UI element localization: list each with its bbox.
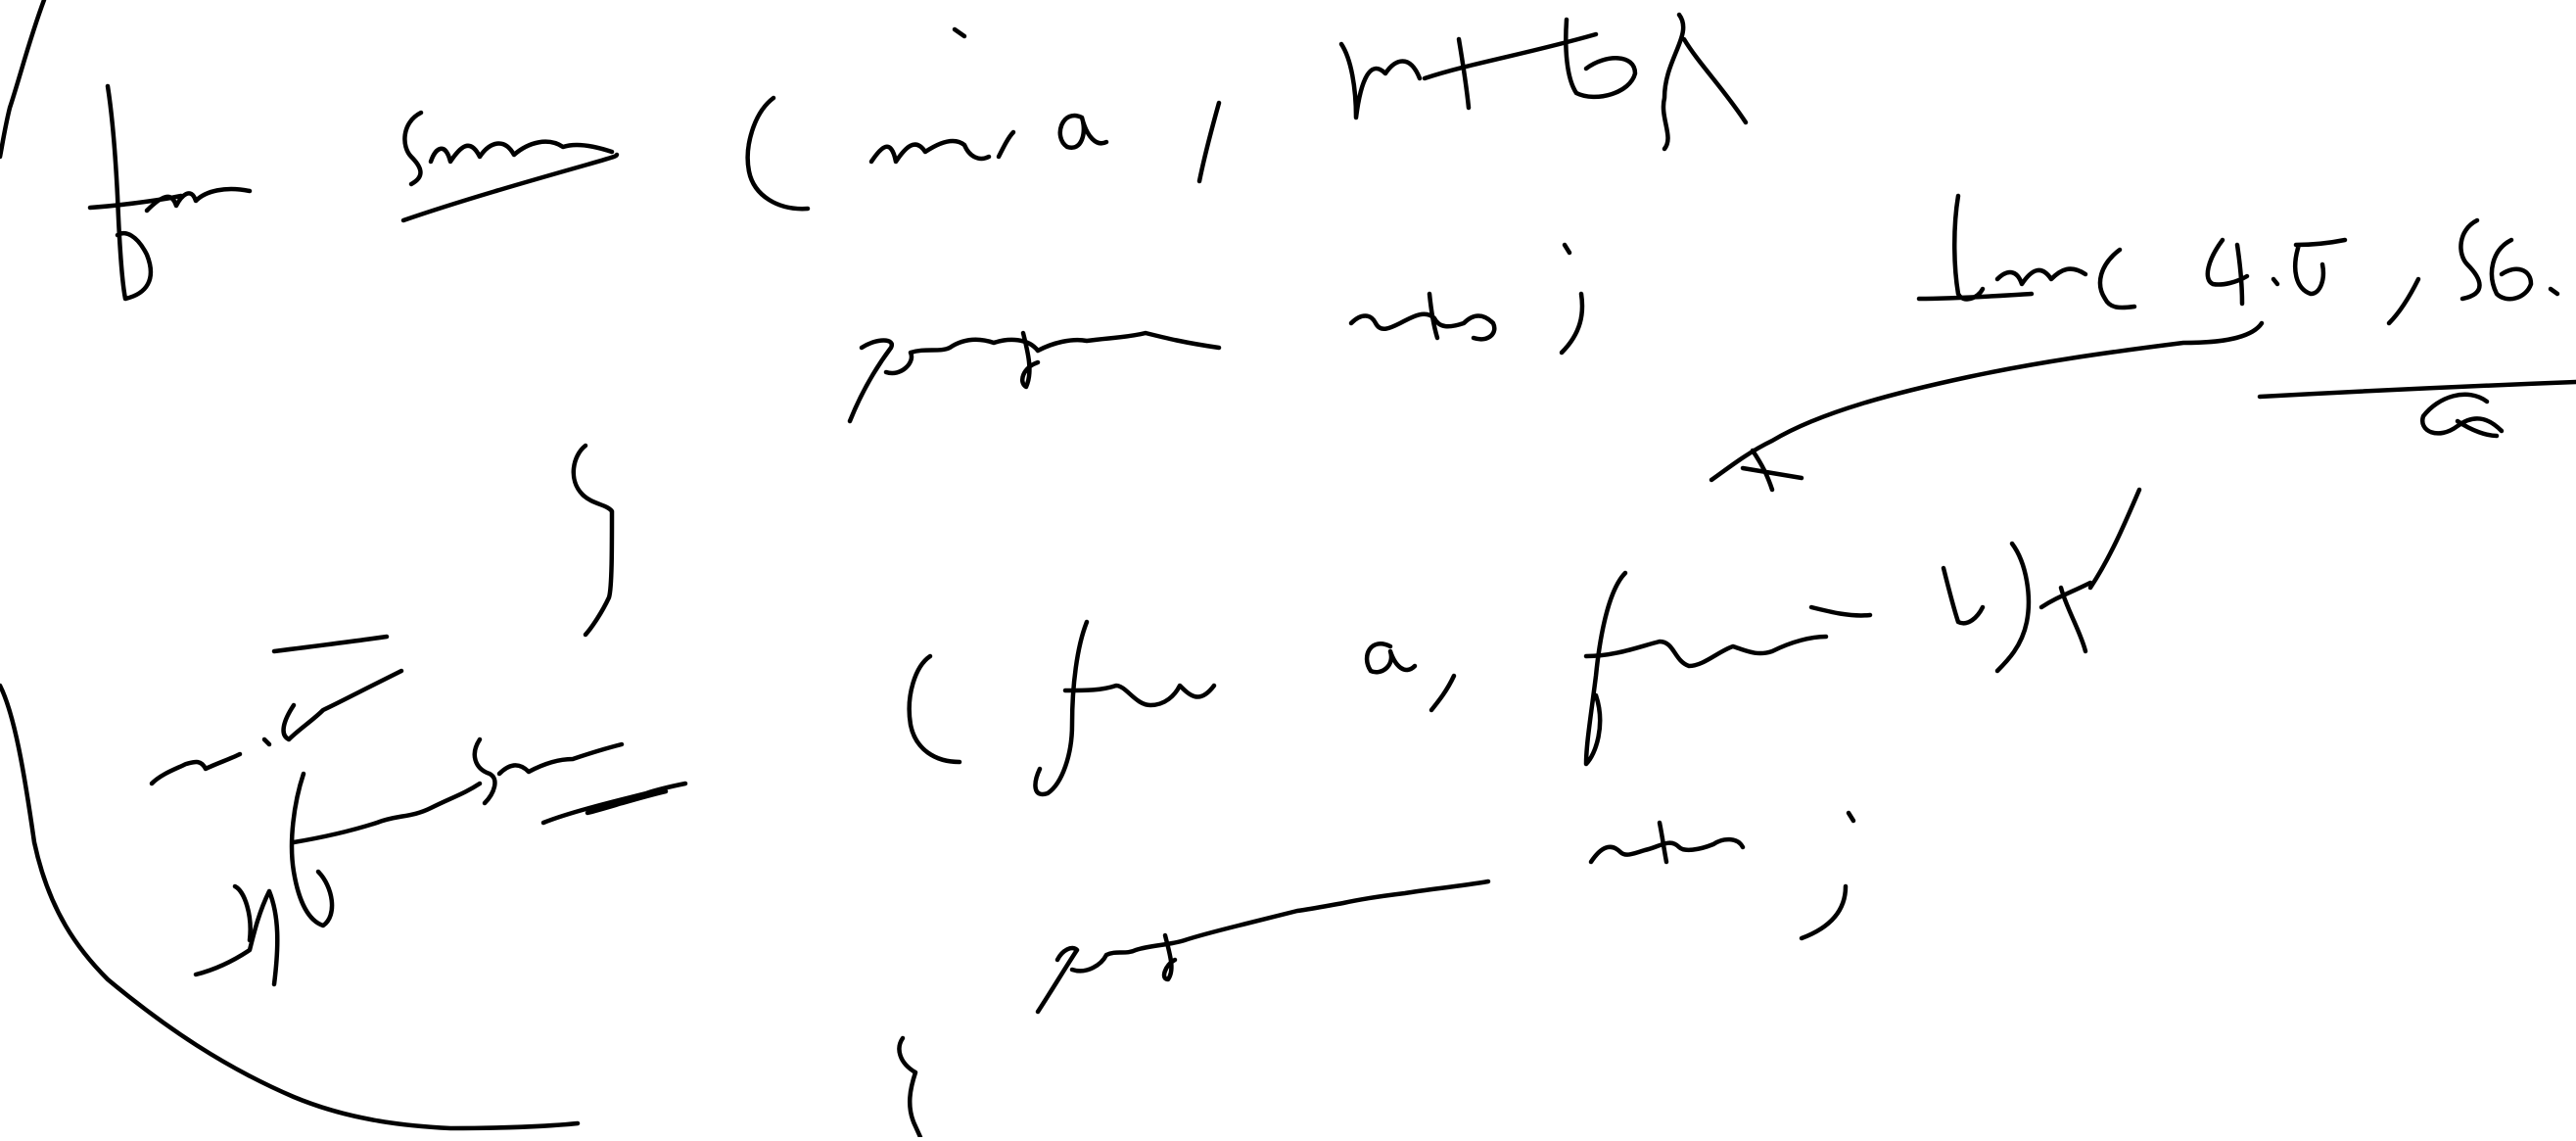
stroke-call-alpha bbox=[2422, 395, 2502, 436]
stroke-left-note-um bbox=[499, 744, 622, 774]
stroke-sum-um bbox=[431, 142, 612, 162]
stroke-left-note-line1 bbox=[152, 754, 240, 784]
stroke-call-underline bbox=[2260, 382, 2576, 397]
stroke-left-curve-bottom bbox=[0, 686, 578, 1128]
stroke-func-rest bbox=[147, 189, 250, 211]
stroke-call-5 bbox=[2295, 240, 2345, 294]
stroke-left-brace-top bbox=[0, 0, 44, 157]
stroke-return-1-t bbox=[1022, 333, 1038, 387]
stroke-call-um bbox=[1997, 269, 2085, 284]
stroke-close-brace-2 bbox=[899, 1038, 920, 1137]
stroke-float-1-f bbox=[1035, 622, 1087, 794]
stroke-int-a bbox=[871, 141, 989, 162]
stroke-int-b-t bbox=[1459, 39, 1469, 108]
stroke-float-2-rest bbox=[1586, 637, 1826, 666]
stroke-sum-s bbox=[404, 113, 421, 184]
stroke-comma-3 bbox=[1431, 676, 1454, 710]
stroke-comma-2 bbox=[1199, 103, 1219, 181]
stroke-return-2-rest bbox=[1072, 881, 1488, 971]
stroke-a-2 bbox=[1367, 643, 1415, 672]
stroke-left-note-lower-f bbox=[196, 891, 277, 984]
stroke-int-b-b bbox=[1566, 20, 1635, 97]
stroke-call-dot2 bbox=[2551, 289, 2557, 294]
stroke-call-arrow bbox=[1711, 323, 2262, 490]
stroke-float-2-f bbox=[1586, 573, 1625, 764]
stroke-float-2-t bbox=[1811, 607, 1870, 615]
stroke-return-1-rest bbox=[886, 333, 1219, 373]
stroke-return-1-r bbox=[850, 341, 892, 422]
stroke-left-note-bar bbox=[274, 637, 387, 651]
stroke-close-brace-1 bbox=[574, 446, 612, 635]
stroke-left-note-com bbox=[284, 671, 401, 739]
stroke-semicolon-1 bbox=[1562, 245, 1582, 353]
stroke-float-2-b bbox=[1944, 568, 1983, 623]
stroke-left-note-f bbox=[292, 774, 332, 926]
stroke-left-note-func bbox=[294, 784, 480, 842]
stroke-call-paren bbox=[2100, 250, 2134, 308]
stroke-paren-open-2 bbox=[910, 656, 960, 762]
stroke-call-56 bbox=[2460, 220, 2531, 299]
stroke-call-dot bbox=[2273, 279, 2277, 284]
stroke-sum-underline bbox=[403, 155, 617, 220]
stroke-left-note-dot bbox=[264, 739, 269, 744]
stroke-comma-1 bbox=[999, 132, 1013, 157]
stroke-a bbox=[1060, 116, 1106, 148]
stroke-paren-open-1 bbox=[748, 98, 808, 209]
stroke-brace-open-2 bbox=[2041, 583, 2090, 651]
stroke-left-note-s bbox=[475, 739, 495, 803]
stroke-brace-open-1 bbox=[1663, 15, 1683, 149]
stroke-call-comma bbox=[2389, 279, 2418, 323]
stroke-aplusb-1 bbox=[1351, 314, 1494, 340]
stroke-semicolon-2 bbox=[1802, 813, 1853, 938]
stroke-left-note-hook bbox=[235, 886, 251, 940]
stroke-float-1-rest bbox=[1065, 686, 1214, 705]
stroke-dot-i bbox=[955, 29, 964, 36]
stroke-return-2-r bbox=[1038, 948, 1077, 1012]
stroke-call-4 bbox=[2208, 240, 2247, 304]
stroke-left-note-underline bbox=[543, 784, 685, 823]
stroke-paren-close-2 bbox=[1997, 544, 2029, 671]
stroke-brace-open-1b bbox=[1684, 39, 1746, 122]
stroke-aplusb-1-plus bbox=[1429, 294, 1437, 338]
stroke-int-b-m bbox=[1341, 44, 1420, 118]
stroke-func-f bbox=[108, 86, 151, 299]
stroke-call-f bbox=[1954, 196, 1983, 299]
stroke-call-to-overload bbox=[2090, 490, 2139, 588]
